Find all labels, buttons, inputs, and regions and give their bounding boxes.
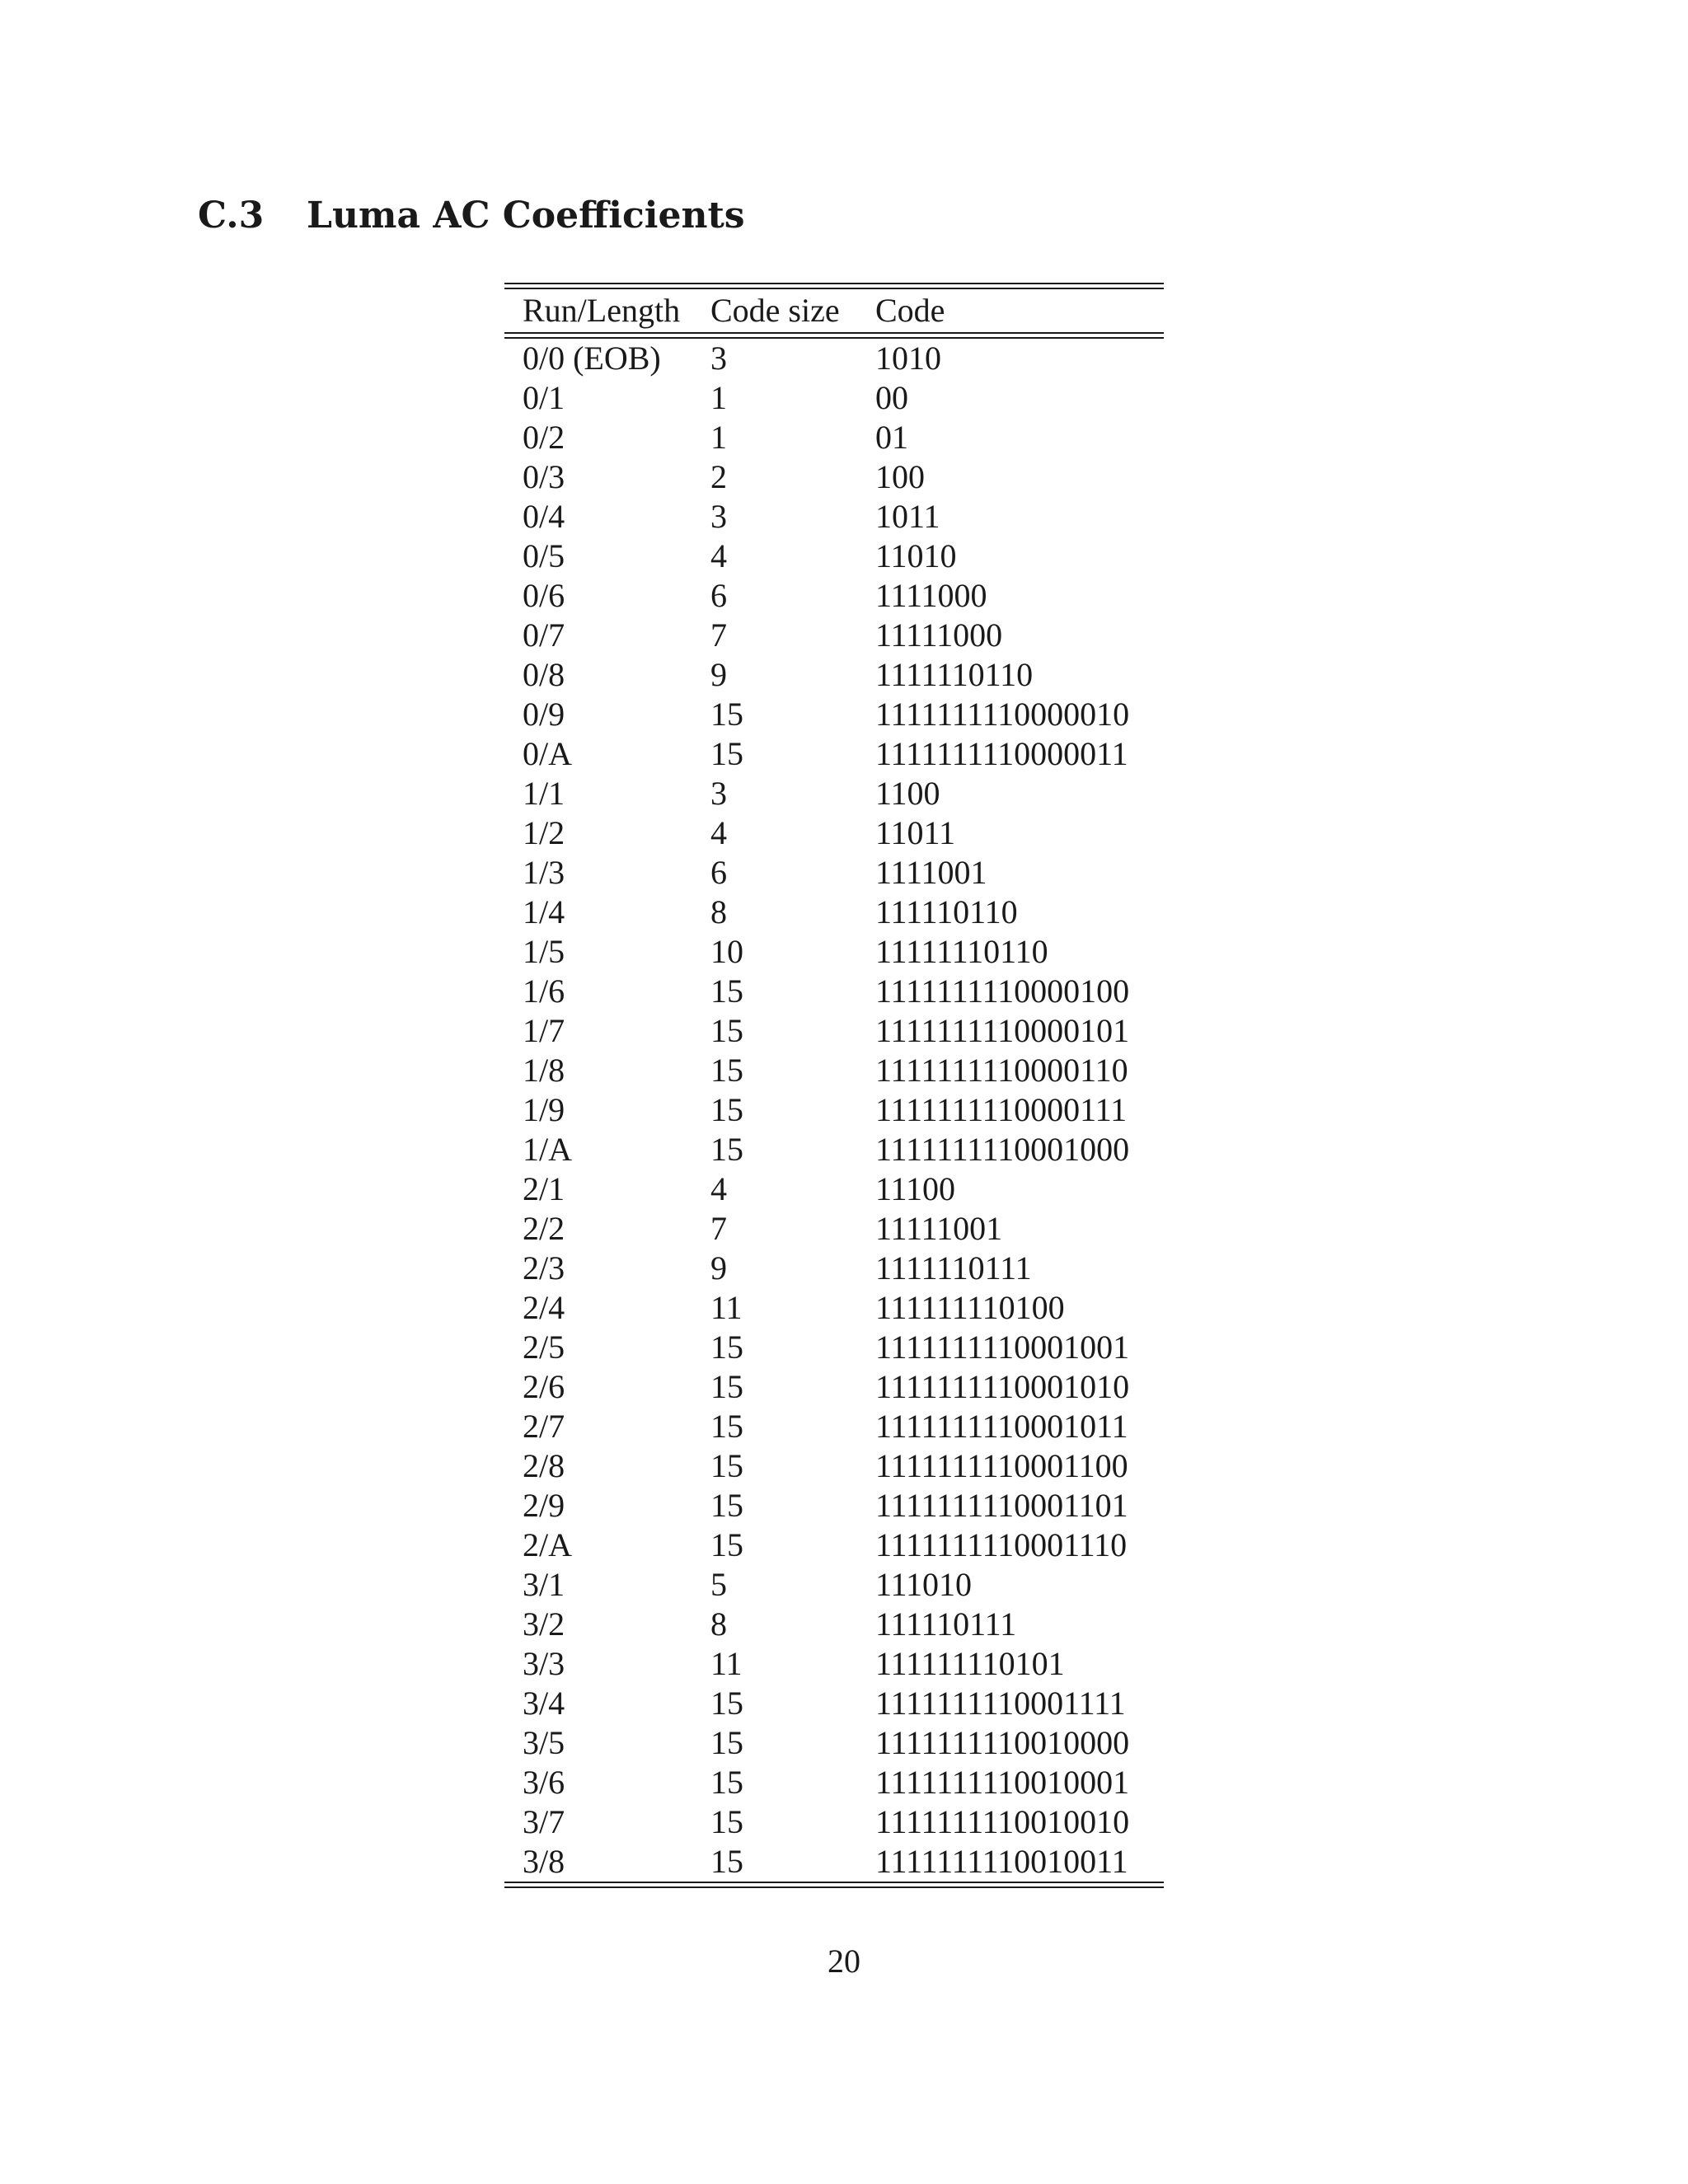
code-cell: 111110111 xyxy=(875,1605,1017,1643)
code-cell: 1111111110010011 xyxy=(875,1843,1128,1880)
run-length-cell: 2/6 xyxy=(523,1368,565,1405)
code-cell: 1111111110000011 xyxy=(875,735,1128,772)
code-cell: 1111111110001100 xyxy=(875,1447,1128,1484)
section-title: Luma AC Coefficients xyxy=(307,194,745,237)
run-length-cell: 0/7 xyxy=(523,616,565,654)
run-length-cell: 2/7 xyxy=(523,1408,565,1445)
code-size-cell: 15 xyxy=(710,972,743,1010)
code-size-cell: 15 xyxy=(710,1052,743,1089)
run-length-cell: 3/1 xyxy=(523,1566,565,1603)
table-top-rule xyxy=(504,283,1164,289)
code-size-cell: 6 xyxy=(710,577,727,614)
code-size-cell: 4 xyxy=(710,537,727,574)
table-row xyxy=(504,1209,1164,1249)
code-size-cell: 4 xyxy=(710,814,727,851)
code-size-cell: 9 xyxy=(710,1249,727,1286)
code-size-cell: 1 xyxy=(710,379,727,416)
table-header-row xyxy=(504,289,1164,332)
table-row xyxy=(504,1565,1164,1605)
table-row xyxy=(504,1367,1164,1407)
code-size-cell: 15 xyxy=(710,1368,743,1405)
code-size-cell: 15 xyxy=(710,1724,743,1761)
table-row xyxy=(504,655,1164,695)
table-row xyxy=(504,576,1164,616)
table-row xyxy=(504,893,1164,932)
table-row xyxy=(504,1763,1164,1802)
run-length-cell: 3/5 xyxy=(523,1724,565,1761)
run-length-cell: 1/4 xyxy=(523,893,565,930)
code-cell: 1111111110000110 xyxy=(875,1052,1128,1089)
table-row xyxy=(504,616,1164,655)
table-row xyxy=(504,1446,1164,1486)
table-row xyxy=(504,813,1164,853)
code-cell: 1111110111 xyxy=(875,1249,1032,1286)
code-size-cell: 3 xyxy=(710,498,727,535)
table-row xyxy=(504,1684,1164,1723)
code-size-cell: 11 xyxy=(710,1289,743,1326)
table-row xyxy=(504,537,1164,576)
code-cell: 1111111110000101 xyxy=(875,1012,1130,1049)
code-size-cell: 9 xyxy=(710,656,727,693)
code-size-cell: 5 xyxy=(710,1566,727,1603)
run-length-cell: 2/9 xyxy=(523,1487,565,1524)
code-size-cell: 8 xyxy=(710,1605,727,1643)
code-size-cell: 15 xyxy=(710,696,743,733)
code-cell: 111111110101 xyxy=(875,1645,1065,1682)
code-size-cell: 7 xyxy=(710,1210,727,1247)
table-row xyxy=(504,1249,1164,1288)
run-length-cell: 0/3 xyxy=(523,458,565,495)
luma-ac-table xyxy=(504,283,1164,1888)
column-header-code: Code xyxy=(875,292,945,329)
table-row xyxy=(504,1842,1164,1882)
code-cell: 1111000 xyxy=(875,577,987,614)
section-heading xyxy=(198,191,745,241)
table-row xyxy=(504,378,1164,418)
code-cell: 111111110100 xyxy=(875,1289,1065,1326)
table-row xyxy=(504,1328,1164,1367)
code-cell: 1111111110001011 xyxy=(875,1408,1128,1445)
code-size-cell: 15 xyxy=(710,1685,743,1722)
run-length-cell: 3/6 xyxy=(523,1764,565,1801)
table-row xyxy=(504,1644,1164,1684)
code-cell: 11111110110 xyxy=(875,933,1048,970)
table-row xyxy=(504,457,1164,497)
code-size-cell: 15 xyxy=(710,1487,743,1524)
code-cell: 11010 xyxy=(875,537,957,574)
run-length-cell: 0/1 xyxy=(523,379,565,416)
code-size-cell: 15 xyxy=(710,1843,743,1880)
code-size-cell: 3 xyxy=(710,340,727,377)
table-row xyxy=(504,1011,1164,1051)
code-cell: 100 xyxy=(875,458,925,495)
run-length-cell: 3/8 xyxy=(523,1843,565,1880)
code-cell: 11011 xyxy=(875,814,956,851)
section-number: C.3 xyxy=(198,194,265,237)
table-row xyxy=(504,932,1164,972)
table-header-rule xyxy=(504,332,1164,339)
code-size-cell: 15 xyxy=(710,1329,743,1366)
run-length-cell: 3/4 xyxy=(523,1685,565,1722)
table-row xyxy=(504,497,1164,537)
code-size-cell: 15 xyxy=(710,1526,743,1563)
run-length-cell: 0/2 xyxy=(523,419,565,456)
code-cell: 1111110110 xyxy=(875,656,1034,693)
code-cell: 11100 xyxy=(875,1170,956,1207)
code-cell: 1111111110010010 xyxy=(875,1803,1130,1840)
run-length-cell: 2/8 xyxy=(523,1447,565,1484)
run-length-cell: 0/9 xyxy=(523,696,565,733)
table-bottom-rule xyxy=(504,1882,1164,1888)
table-row xyxy=(504,1802,1164,1842)
run-length-cell: 1/5 xyxy=(523,933,565,970)
code-size-cell: 10 xyxy=(710,933,743,970)
run-length-cell: 0/8 xyxy=(523,656,565,693)
run-length-cell: 2/1 xyxy=(523,1170,565,1207)
table-row xyxy=(504,1169,1164,1209)
code-size-cell: 6 xyxy=(710,854,727,891)
table-row xyxy=(504,1051,1164,1090)
table-row xyxy=(504,695,1164,734)
run-length-cell: 1/8 xyxy=(523,1052,565,1089)
table-row xyxy=(504,734,1164,774)
code-cell: 111010 xyxy=(875,1566,973,1603)
code-size-cell: 15 xyxy=(710,1091,743,1128)
table-row xyxy=(504,418,1164,457)
page-number: 20 xyxy=(828,1943,860,1980)
code-cell: 1111111110001110 xyxy=(875,1526,1128,1563)
code-cell: 1111111110001101 xyxy=(875,1487,1128,1524)
code-cell: 1111111110000111 xyxy=(875,1091,1128,1128)
code-size-cell: 15 xyxy=(710,1803,743,1840)
table-row xyxy=(504,1486,1164,1526)
run-length-cell: 3/2 xyxy=(523,1605,565,1643)
code-size-cell: 7 xyxy=(710,616,727,654)
table-row xyxy=(504,1605,1164,1644)
run-length-cell: 0/0 (EOB) xyxy=(523,340,661,377)
code-cell: 1111111110010001 xyxy=(875,1764,1130,1801)
run-length-cell: 2/5 xyxy=(523,1329,565,1366)
run-length-cell: 1/6 xyxy=(523,972,565,1010)
code-cell: 1111111110000010 xyxy=(875,696,1130,733)
code-cell: 1100 xyxy=(875,775,940,812)
code-size-cell: 2 xyxy=(710,458,727,495)
table-row xyxy=(504,972,1164,1011)
code-size-cell: 3 xyxy=(710,775,727,812)
table-row xyxy=(504,1090,1164,1130)
table-body xyxy=(504,339,1164,1882)
run-length-cell: 2/A xyxy=(523,1526,572,1563)
code-size-cell: 1 xyxy=(710,419,727,456)
code-cell: 1111111110001010 xyxy=(875,1368,1130,1405)
code-cell: 1011 xyxy=(875,498,940,535)
run-length-cell: 0/6 xyxy=(523,577,565,614)
table-row xyxy=(504,1526,1164,1565)
table-row xyxy=(504,1723,1164,1763)
code-size-cell: 15 xyxy=(710,1764,743,1801)
run-length-cell: 3/3 xyxy=(523,1645,565,1682)
code-cell: 111110110 xyxy=(875,893,1018,930)
run-length-cell: 1/3 xyxy=(523,854,565,891)
run-length-cell: 2/4 xyxy=(523,1289,565,1326)
run-length-cell: 0/A xyxy=(523,735,572,772)
code-size-cell: 11 xyxy=(710,1645,743,1682)
table-row xyxy=(504,774,1164,813)
code-cell: 1111111110001000 xyxy=(875,1131,1130,1168)
run-length-cell: 2/3 xyxy=(523,1249,565,1286)
column-header-code-size: Code size xyxy=(710,292,840,329)
table-row xyxy=(504,1407,1164,1446)
run-length-cell: 1/A xyxy=(523,1131,572,1168)
code-cell: 1111111110000100 xyxy=(875,972,1130,1010)
code-cell: 1111111110001001 xyxy=(875,1329,1130,1366)
code-size-cell: 15 xyxy=(710,735,743,772)
code-size-cell: 15 xyxy=(710,1408,743,1445)
table-row xyxy=(504,1288,1164,1328)
code-cell: 01 xyxy=(875,419,908,456)
run-length-cell: 1/1 xyxy=(523,775,565,812)
run-length-cell: 0/5 xyxy=(523,537,565,574)
run-length-cell: 3/7 xyxy=(523,1803,565,1840)
code-cell: 11111000 xyxy=(875,616,1003,654)
code-cell: 1010 xyxy=(875,340,941,377)
column-header-run-length: Run/Length xyxy=(523,292,681,329)
code-size-cell: 15 xyxy=(710,1012,743,1049)
run-length-cell: 1/9 xyxy=(523,1091,565,1128)
run-length-cell: 0/4 xyxy=(523,498,565,535)
run-length-cell: 1/7 xyxy=(523,1012,565,1049)
table-row xyxy=(504,1130,1164,1169)
code-size-cell: 15 xyxy=(710,1447,743,1484)
code-size-cell: 4 xyxy=(710,1170,727,1207)
run-length-cell: 1/2 xyxy=(523,814,565,851)
code-cell: 1111111110010000 xyxy=(875,1724,1130,1761)
code-cell: 1111001 xyxy=(875,854,987,891)
code-cell: 11111001 xyxy=(875,1210,1003,1247)
code-cell: 1111111110001111 xyxy=(875,1685,1126,1722)
table-row xyxy=(504,339,1164,378)
run-length-cell: 2/2 xyxy=(523,1210,565,1247)
code-size-cell: 15 xyxy=(710,1131,743,1168)
table-row xyxy=(504,853,1164,893)
code-size-cell: 8 xyxy=(710,893,727,930)
code-cell: 00 xyxy=(875,379,908,416)
